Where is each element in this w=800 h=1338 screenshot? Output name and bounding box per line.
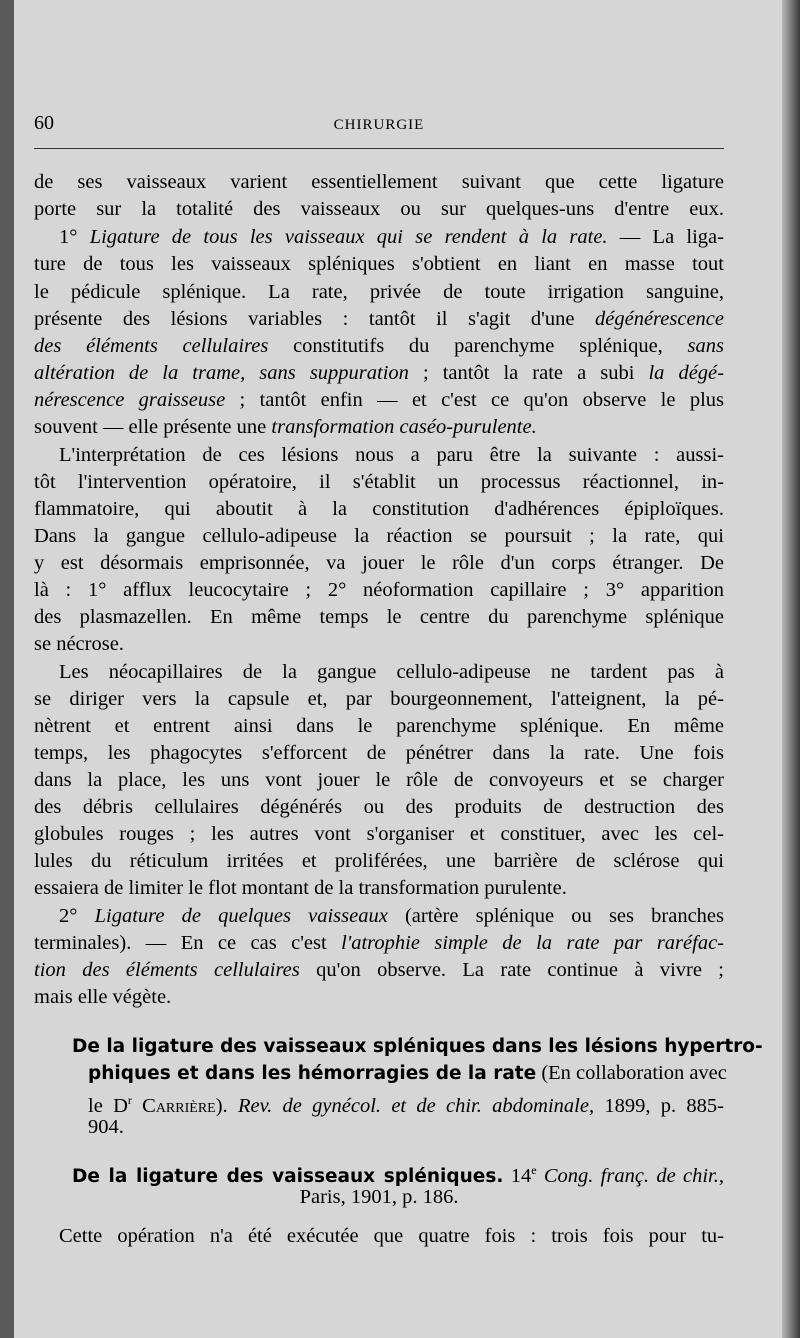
text-line: nètrent et entrent ainsi dans le parenchyme splénique. En même bbox=[34, 715, 724, 737]
bib-line: phiques et dans les hémorragies de la rate (En collaboration avec bbox=[88, 1062, 727, 1084]
text-line: de ses vaisseaux varient essentiellement suivant que cette ligature bbox=[34, 171, 724, 193]
text-line: porte sur la totalité des vaisseaux ou sur quelques-uns d'entre eux. bbox=[34, 198, 724, 220]
text-line: Les néocapillaires de la gangue cellulo-adipeuse ne tardent pas à bbox=[59, 661, 724, 683]
page-number: 60 bbox=[34, 112, 54, 134]
text-line: des débris cellulaires dégénérés ou des produits de destruction des bbox=[34, 796, 724, 818]
text-line: 2° Ligature de quelques vaisseaux (artère splénique ou ses branches bbox=[59, 905, 725, 927]
bib-line: 904. bbox=[88, 1116, 124, 1138]
text-line: 1° Ligature de tous les vaisseaux qui se rendent à la rate. — La liga- bbox=[59, 226, 724, 248]
text-line: souvent — elle présente une transformation caséo-purulente. bbox=[34, 416, 537, 438]
text-line: lules du réticulum irritées et proliférées, une barrière de sclérose qui bbox=[34, 850, 724, 872]
text-line: des plasmazellen. En même temps le centre du parenchyme splénique bbox=[34, 606, 724, 628]
bib-title-line: De la ligature des vaisseaux spléniques dans les lésions hypertro- bbox=[72, 1036, 763, 1057]
text-line: nérescence graisseuse ; tantôt enfin — et c'est ce qu'on observe le plus bbox=[34, 389, 724, 411]
text-line: y est désormais emprisonnée, va jouer le rôle d'un corps étranger. De bbox=[34, 552, 724, 574]
text-line: Cette opération n'a été exécutée que quatre fois : trois fois pour tu- bbox=[59, 1225, 724, 1247]
text-line: présente des lésions variables : tantôt il s'agit d'une dégénérescence bbox=[34, 308, 724, 330]
bib-line: Paris, 1901, p. 186. bbox=[299, 1186, 459, 1208]
text-line: se diriger vers la capsule et, par bourgeonnement, l'atteignent, la pé- bbox=[34, 688, 724, 710]
text-line: L'interprétation de ces lésions nous a paru être la suivante : aussi- bbox=[59, 444, 724, 466]
text-line: tôt l'intervention opératoire, il s'établit un processus réactionnel, in- bbox=[34, 471, 724, 493]
text-line: dans la place, les uns vont jouer le rôle de convoyeurs et se charger bbox=[34, 769, 724, 791]
header-rule bbox=[34, 148, 724, 149]
bib-title-line: De la ligature des vaisseaux spléniques. 14e Cong. franç. de chir., bbox=[72, 1163, 724, 1187]
page-header bbox=[34, 112, 724, 142]
bib-line: le $D^r$ Carrière). Rev. de gynécol. et de chir. abdominale, 1899, p. 885- bbox=[88, 1093, 724, 1117]
text-line: Dans la gangue cellulo-adipeuse la réaction se poursuit ; la rate, qui bbox=[34, 525, 724, 547]
text-line: là : 1° afflux leucocytaire ; 2° néoformation capillaire ; 3° apparition bbox=[34, 579, 724, 601]
text-line: essaiera de limiter le flot montant de la transformation purulente. bbox=[34, 877, 567, 899]
text-line: le pédicule splénique. La rate, privée de toute irrigation sanguine, bbox=[34, 281, 724, 303]
text-line: se nécrose. bbox=[34, 633, 124, 655]
text-line: terminales). — En ce cas c'est l'atrophie simple de la rate par raréfac- bbox=[34, 932, 725, 954]
page-edge-shadow bbox=[782, 0, 800, 1338]
text-line: mais elle végète. bbox=[34, 986, 172, 1008]
text-line: tion des éléments cellulaires qu'on observe. La rate continue à vivre ; bbox=[34, 959, 724, 981]
text-line: ture de tous les vaisseaux spléniques s'obtient en liant en masse tout bbox=[34, 253, 724, 275]
text-line: temps, les phagocytes s'efforcent de pénétrer dans la rate. Une fois bbox=[34, 742, 724, 764]
text-line: altération de la trame, sans suppuration ; tantôt la rate a subi la dégé- bbox=[34, 362, 724, 384]
text-line: des éléments cellulaires constitutifs du parenchyme splénique, sans bbox=[34, 335, 725, 357]
running-head: CHIRURGIE bbox=[333, 117, 425, 133]
text-line: flammatoire, qui aboutit à la constitution d'adhérences épiploïques. bbox=[34, 498, 724, 520]
text-line: globules rouges ; les autres vont s'organiser et constituer, avec les cel- bbox=[34, 823, 724, 845]
